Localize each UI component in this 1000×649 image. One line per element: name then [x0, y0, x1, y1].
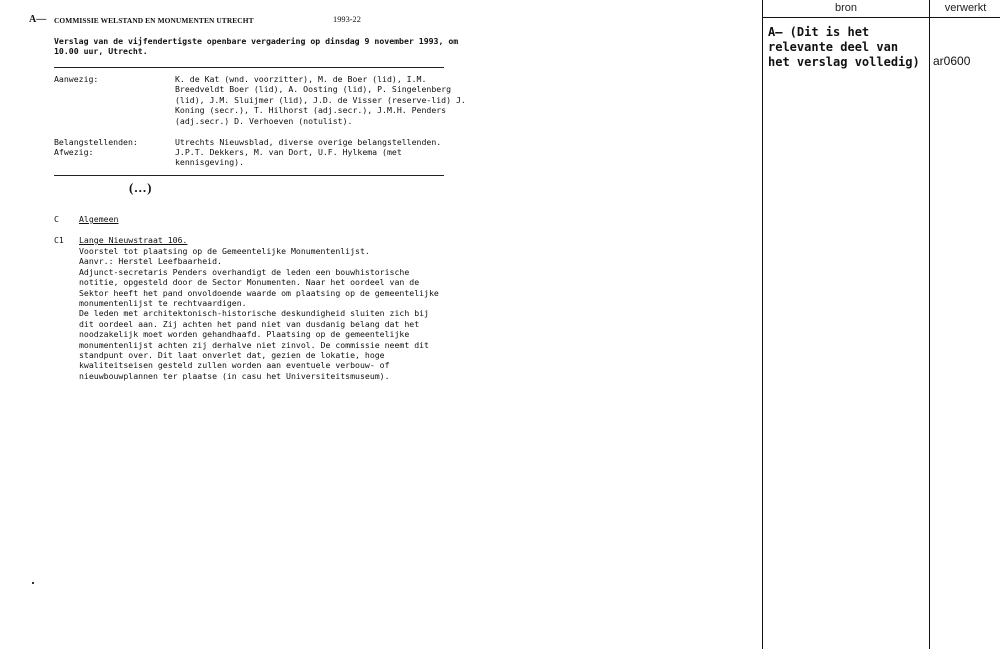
- scan-speck: [32, 582, 34, 584]
- meeting-heading: Verslag van de vijfendertigste openbare vergadering op dinsdag 9 november 1993, om 10.00 uur, Utrecht.: [54, 36, 459, 57]
- aanwezig-value: K. de Kat (wnd. voorzitter), M. de Boer (lid), I.M. Breedveldt Boer (lid), A. Oosting (lid), P. Singelenberg (lid), J.M. Sluijmer (lid), J.D. de Visser (reserve-lid) J. Koning (secr.), T. Hilhorst (adj.secr.), J.M.H. Penders (adj.secr.) D. Verhoeven (notulist).: [175, 74, 466, 126]
- report-number: 1993-22: [333, 15, 361, 24]
- verwerkt-cell: ar0600: [933, 54, 971, 68]
- belangstellenden-label: Belangstellenden:: [54, 137, 138, 147]
- aanwezig-label: Aanwezig:: [54, 74, 99, 84]
- belangstellenden-value: Utrechts Nieuwsblad, diverse overige belangstellenden.: [175, 137, 442, 147]
- column-header-verwerkt: verwerkt: [944, 2, 987, 14]
- afwezig-value: J.P.T. Dekkers, M. van Dort, U.F. Hylkema (met kennisgeving).: [175, 147, 402, 168]
- section-c1-number: C1: [54, 235, 64, 245]
- table-column-divider: [929, 0, 930, 649]
- afwezig-label: Afwezig:: [54, 147, 94, 157]
- omission-ellipsis: (...): [129, 180, 153, 195]
- committee-title: COMMISSIE WELSTAND EN MONUMENTEN UTRECHT: [54, 16, 254, 25]
- bron-cell: A— (Dit is het relevante deel van het verslag volledig): [768, 25, 920, 69]
- section-c-number: C: [54, 214, 59, 224]
- section-c1-title: Lange Nieuwstraat 106.: [79, 235, 188, 245]
- annotation-table: [762, 0, 1000, 649]
- section-c1-body: Voorstel tot plaatsing op de Gemeentelijke Monumentenlijst. Aanvr.: Herstel Leefbaarheid. Adjunct-secretaris Penders overhandigt de leden een bouwhistorische notitie, opgesteld door de Sector Monumenten. Naar het oordeel van de Sektor heeft het pand onvoldoende waarde om plaatsing op de gemeentelijke monumentenlijst te rechtvaardigen. De leden met architektonisch-historische deskundigheid sluiten zich bij dit oordeel aan. Zij achten het pand niet van dusdanig belang dat het noodzakelijk moet worden gehandhaafd. Plaatsing op de gemeentelijke monumentenlijst achten zij derhalve niet zinvol. De commissie neemt dit standpunt over. Dit laat onverlet dat, gezien de lokatie, hoge kwaliteitseisen gesteld zullen worden aan eventuele verbouw- of nieuwbouwplannen ter plaatse (in casu het Universiteitsmuseum).: [79, 246, 439, 381]
- source-mark: A—: [29, 14, 47, 25]
- table-header-line: [763, 17, 1000, 18]
- divider-bottom: [54, 175, 444, 176]
- section-c-title: Algemeen: [79, 214, 119, 224]
- column-header-bron: bron: [834, 2, 858, 14]
- divider-top: [54, 67, 444, 68]
